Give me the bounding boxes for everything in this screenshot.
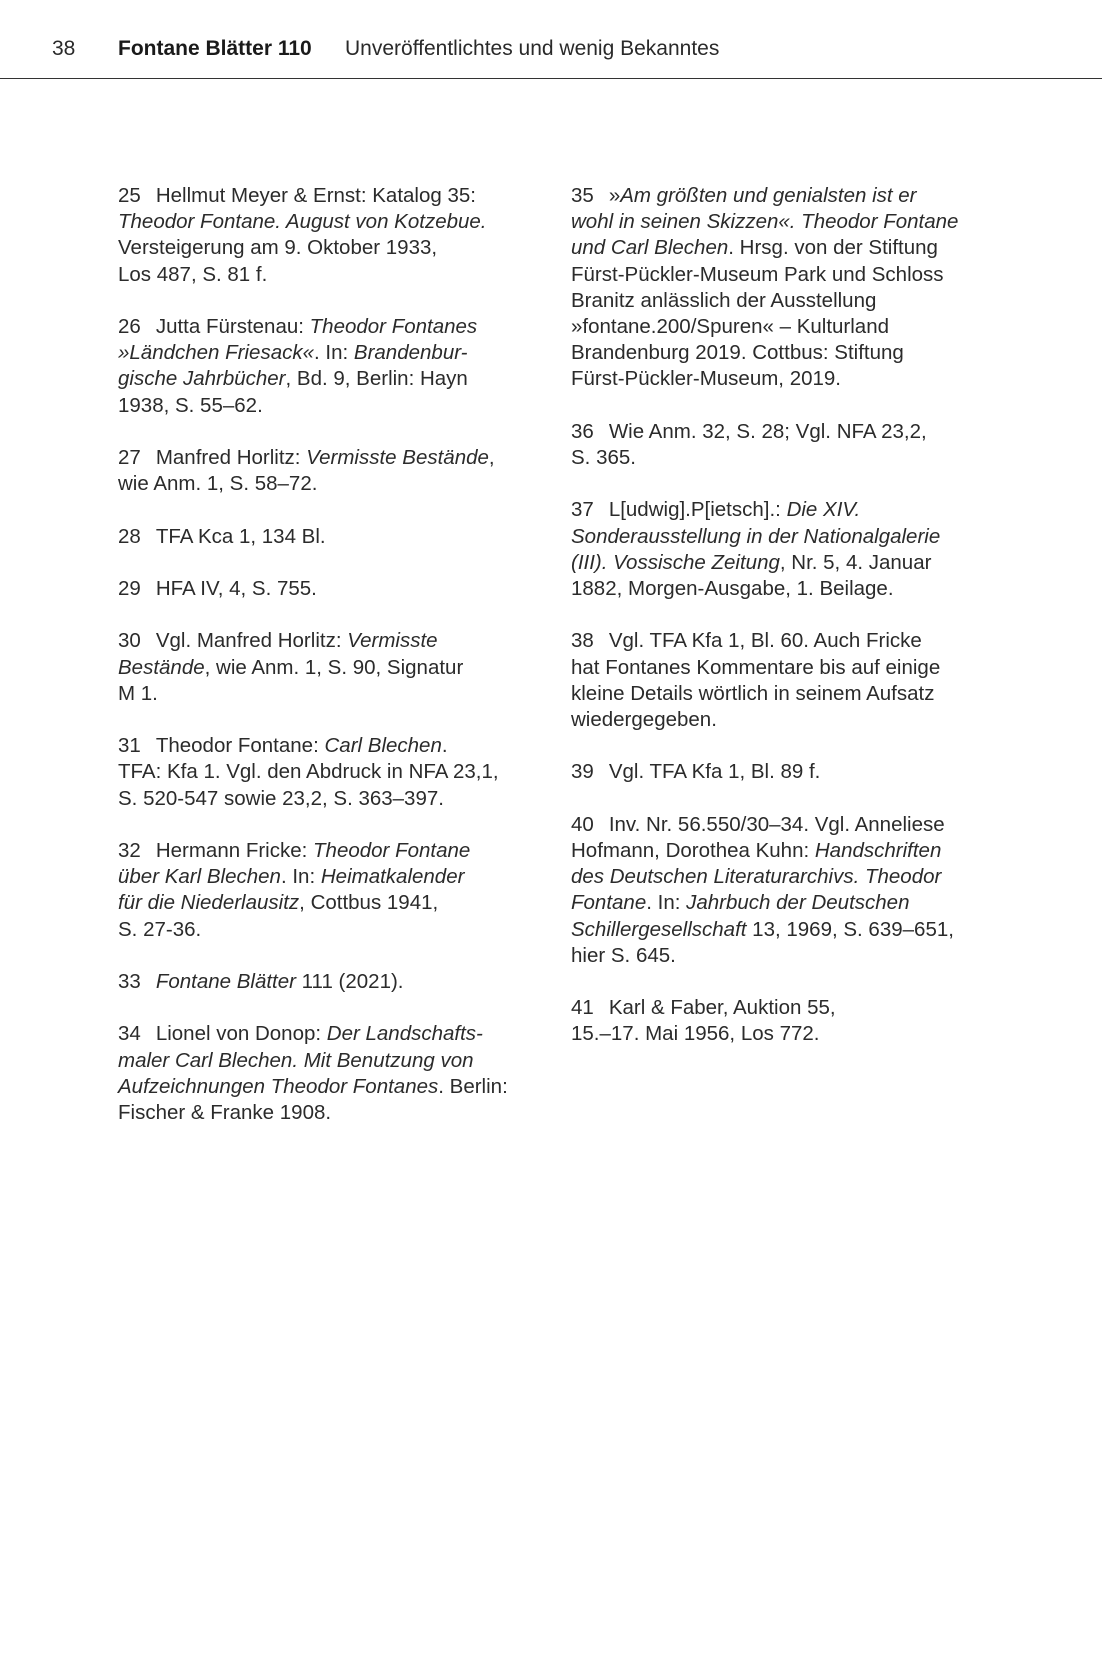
endnote xyxy=(571,759,1003,785)
endnote-text: S. 27-36. xyxy=(118,917,202,941)
endnote-number: 33 xyxy=(118,969,141,993)
endnote-text: hat Fontanes Kommentare bis auf einige xyxy=(571,655,941,679)
endnote-italic-text: gische Jahrbücher xyxy=(118,367,286,391)
running-header xyxy=(0,0,1102,79)
endnote-number: 41 xyxy=(571,996,594,1020)
endnote-text: , Cottbus 1941, xyxy=(299,891,439,915)
endnote xyxy=(571,183,1003,393)
endnote-number: 28 xyxy=(118,524,141,548)
endnote-italic-text: für die Niederlausitz xyxy=(118,891,300,915)
endnote-text: Theodor Fontane: xyxy=(155,734,325,758)
endnote xyxy=(118,1021,550,1126)
endnote-text: TFA Kca 1, 134 Bl. xyxy=(155,524,326,548)
endnote-number: 29 xyxy=(118,576,141,600)
section-title: Unveröffentlichtes und wenig Bekanntes xyxy=(345,37,720,60)
endnote-italic-text: des Deutschen Literaturarchivs. Theodor xyxy=(571,865,942,889)
endnote-italic-text: Der Landschafts- xyxy=(326,1022,483,1046)
endnote-text: Brandenburg 2019. Cottbus: Stiftung xyxy=(571,341,904,365)
endnote-text: Versteigerung am 9. Oktober 1933, xyxy=(118,236,438,260)
endnote-number: 31 xyxy=(118,734,141,758)
endnote-text: L[udwig].P[ietsch].: xyxy=(608,498,787,522)
endnote xyxy=(571,628,1003,733)
endnote-text: Hellmut Meyer & Ernst: Katalog 35: xyxy=(155,184,476,207)
page-number: 38 xyxy=(52,37,76,60)
endnote-italic-text: Theodor Fontanes xyxy=(309,315,478,338)
endnote-text: Fürst-Pückler-Museum, 2019. xyxy=(571,367,842,391)
endnote-number: 39 xyxy=(571,760,594,784)
endnote-text: »fontane.200/Spuren« – Kulturland xyxy=(571,315,890,339)
endnote-italic-text: Schillergesellschaft xyxy=(571,917,747,941)
endnote-italic-text: Fontane Blätter xyxy=(155,969,296,993)
endnote-italic-text: Handschriften xyxy=(814,839,942,862)
endnote xyxy=(571,419,1003,471)
endnote xyxy=(571,497,1003,602)
endnote-italic-text: Carl Blechen xyxy=(324,734,442,758)
endnote-text: 15.–17. Mai 1956, Los 772. xyxy=(571,1022,820,1046)
endnote xyxy=(571,995,1003,1047)
endnote-italic-text: Brandenbur- xyxy=(353,341,468,365)
endnote-italic-text: Fontane xyxy=(571,891,647,915)
endnote xyxy=(571,812,1003,969)
endnote-italic-text: Theodor Fontane. August von Kotzebue. xyxy=(118,210,487,234)
endnote-number: 37 xyxy=(571,498,594,522)
endnote-text: Fürst-Pückler-Museum Park und Schloss xyxy=(571,262,944,286)
endnote-text: wie Anm. 1, S. 58–72. xyxy=(118,472,318,496)
endnote-text: Karl & Faber, Auktion 55, xyxy=(608,996,836,1020)
endnote-text: wiedergegeben. xyxy=(571,708,717,732)
endnote-italic-text: »Ländchen Friesack« xyxy=(118,341,315,365)
endnote-italic-text: wohl in seinen Skizzen«. Theodor Fontane xyxy=(571,210,959,234)
endnote-text: , Bd. 9, Berlin: Hayn xyxy=(285,367,468,391)
endnote-text: Fischer & Franke 1908. xyxy=(118,1100,332,1124)
endnote-text: . In: xyxy=(280,865,321,889)
endnote-text: Wie Anm. 32, S. 28; Vgl. NFA 23,2, xyxy=(608,419,927,443)
endnote-text: Branitz anlässlich der Ausstellung xyxy=(571,288,877,312)
endnote-text: S. 365. xyxy=(571,446,636,470)
endnote-text: Los 487, S. 81 f. xyxy=(118,262,268,286)
endnote-italic-text: Heimatkalender xyxy=(320,865,465,889)
endnote-number: 26 xyxy=(118,315,141,338)
endnote-italic-text: Bestände xyxy=(118,655,205,679)
endnote-text: , Nr. 5, 4. Januar xyxy=(779,550,932,574)
endnote-text: 1882, Morgen-Ausgabe, 1. Beilage. xyxy=(571,577,894,601)
endnote-italic-text: Aufzeichnungen Theodor Fontanes xyxy=(118,1074,439,1098)
endnote-italic-text: Vermisste Bestände xyxy=(306,446,489,469)
endnote-number: 34 xyxy=(118,1022,141,1046)
endnote xyxy=(118,838,550,943)
endnote-number: 30 xyxy=(118,629,141,653)
endnote-text: 111 (2021). xyxy=(295,969,404,993)
endnote-number: 40 xyxy=(571,812,594,836)
endnote-italic-text: Am größten und genialsten ist er xyxy=(620,184,917,207)
endnote-text: kleine Details wörtlich in seinem Aufsatz xyxy=(571,681,935,705)
endnote-text: . Berlin: xyxy=(438,1074,508,1098)
endnote-text: . In: xyxy=(646,891,687,915)
endnote-text: Hermann Fricke: xyxy=(155,838,314,862)
endnote-text: S. 520-547 sowie 23,2, S. 363–397. xyxy=(118,786,444,810)
endnote-text: Vgl. TFA Kfa 1, Bl. 89 f. xyxy=(608,760,821,784)
endnote-number: 38 xyxy=(571,629,594,653)
endnote-text: Hofmann, Dorothea Kuhn: xyxy=(571,839,815,862)
endnote-text: » xyxy=(608,184,621,207)
endnote-text: hier S. 645. xyxy=(571,943,676,967)
journal-title: Fontane Blätter 110 xyxy=(118,37,312,60)
endnote-text: . xyxy=(441,734,448,758)
endnote xyxy=(118,445,550,497)
endnote-text: 13, 1969, S. 639–651, xyxy=(746,917,954,941)
endnote-text: . In: xyxy=(314,341,354,365)
endnote-italic-text: Vermisste xyxy=(347,629,438,653)
endnote-italic-text: Sonderausstellung in der Nationalgalerie xyxy=(571,524,941,548)
endnote-text: Manfred Horlitz: xyxy=(155,446,307,469)
endnotes-column-right xyxy=(571,183,1003,1074)
endnote-text: , xyxy=(488,446,495,469)
endnote-italic-text: maler Carl Blechen. Mit Benutzung von xyxy=(118,1048,474,1072)
endnote-text: Jutta Fürstenau: xyxy=(155,315,310,338)
endnote-italic-text: Jahrbuch der Deutschen xyxy=(686,891,910,915)
endnote xyxy=(118,314,550,419)
endnote-text: 1938, S. 55–62. xyxy=(118,393,263,417)
endnote-italic-text: Die XIV. xyxy=(786,498,861,522)
endnote-number: 25 xyxy=(118,184,141,207)
endnote xyxy=(118,628,550,707)
endnote-text: Vgl. Manfred Horlitz: xyxy=(155,629,348,653)
endnote-text: . Hrsg. von der Stiftung xyxy=(728,236,938,260)
endnote xyxy=(118,733,550,812)
endnotes-column-left xyxy=(118,183,550,1152)
endnote-number: 32 xyxy=(118,838,141,862)
endnote-italic-text: Theodor Fontane xyxy=(313,838,471,862)
endnote-text: M 1. xyxy=(118,681,158,705)
endnote-text: Vgl. TFA Kfa 1, Bl. 60. Auch Fricke xyxy=(608,629,922,653)
endnote xyxy=(118,183,550,288)
endnote-italic-text: über Karl Blechen xyxy=(118,865,281,889)
endnote xyxy=(118,969,550,995)
endnote-number: 36 xyxy=(571,419,594,443)
endnote-number: 27 xyxy=(118,446,141,469)
endnote xyxy=(118,524,550,550)
endnote-number: 35 xyxy=(571,184,594,207)
endnote-italic-text: (III). Vossische Zeitung xyxy=(571,550,780,574)
endnote xyxy=(118,576,550,602)
endnote-text: TFA: Kfa 1. Vgl. den Abdruck in NFA 23,1, xyxy=(118,760,499,784)
endnote-text: Lionel von Donop: xyxy=(155,1022,327,1046)
endnote-text: Inv. Nr. 56.550/30–34. Vgl. Anneliese xyxy=(608,812,945,836)
endnote-text: , wie Anm. 1, S. 90, Signatur xyxy=(204,655,464,679)
endnote-italic-text: und Carl Blechen xyxy=(571,236,729,260)
endnote-text: HFA IV, 4, S. 755. xyxy=(155,576,317,600)
